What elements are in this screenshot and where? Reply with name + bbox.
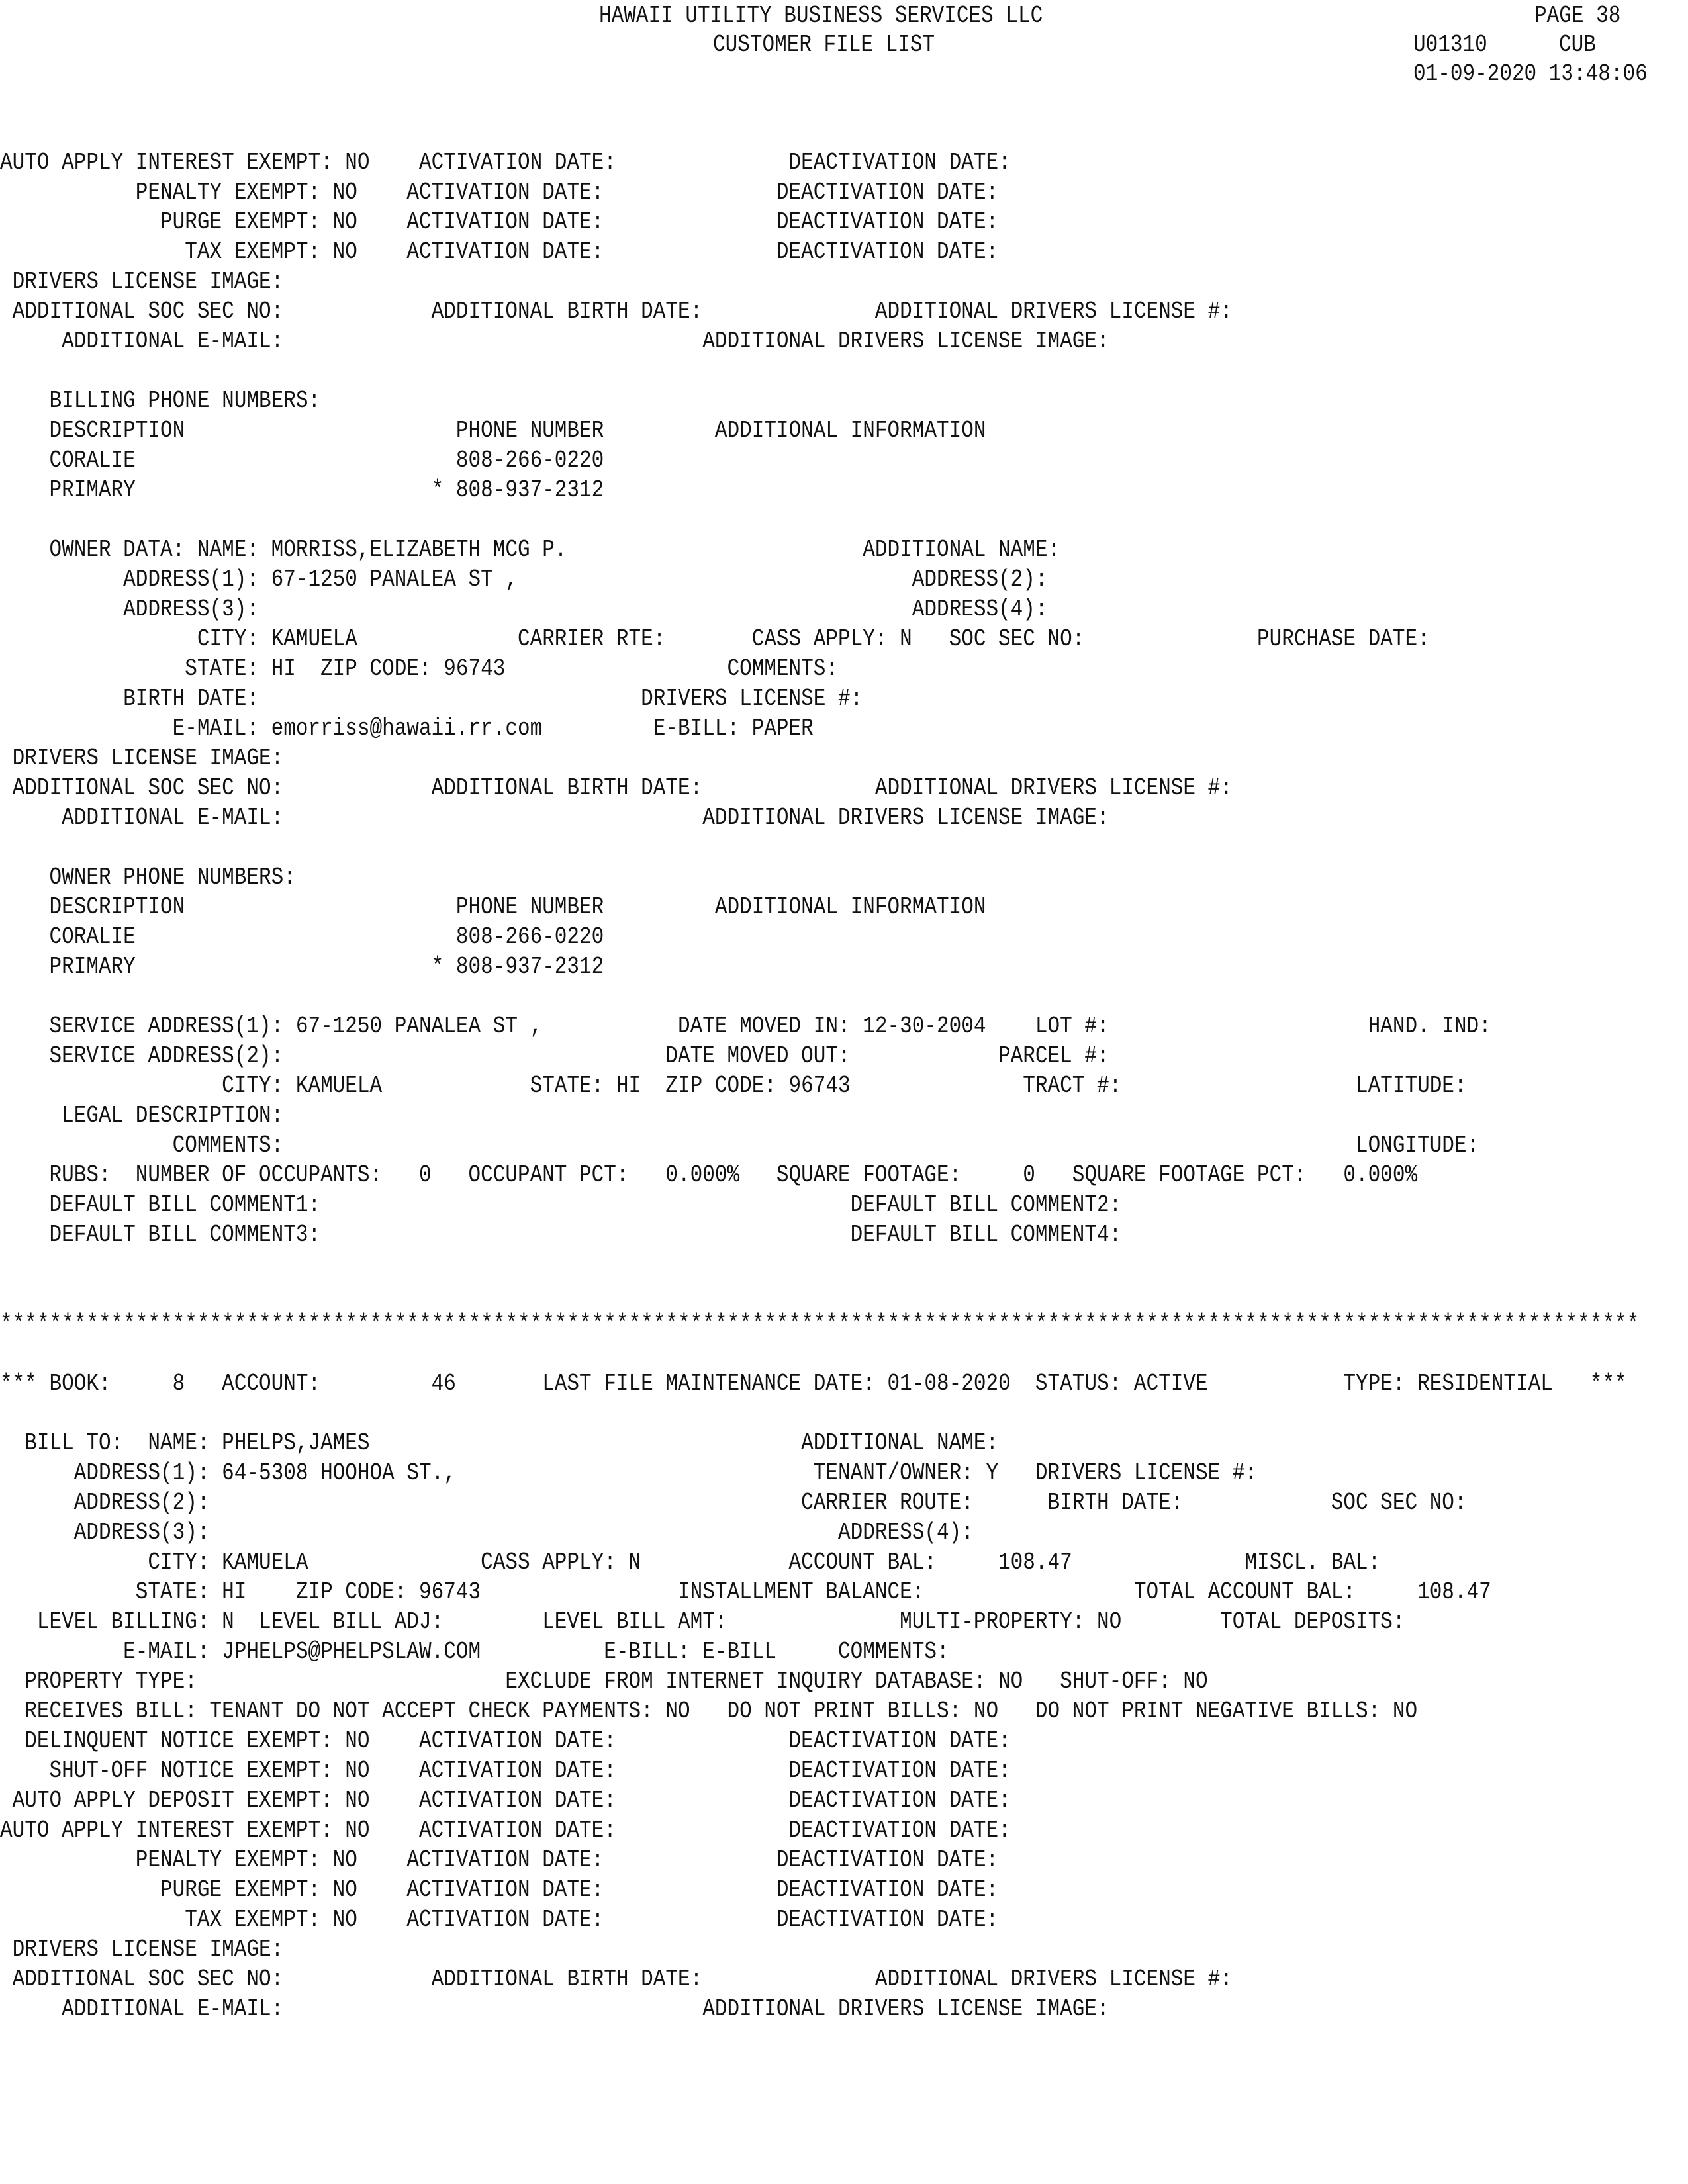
report-line: CITY: KAMUELA CASS APPLY: N ACCOUNT BAL: 108.47 MISCL. BAL: [0, 1549, 1381, 1576]
report-line: CITY: KAMUELA CARRIER RTE: CASS APPLY: N SOC SEC NO: PURCHASE DATE: [0, 625, 1430, 653]
report-line: E-MAIL: emorriss@hawaii.rr.com E-BILL: PAPER [0, 715, 814, 742]
report-line: ADDITIONAL SOC SEC NO: ADDITIONAL BIRTH DATE: ADDITIONAL DRIVERS LICENSE #: [0, 1966, 1233, 1993]
report-line: ADDITIONAL SOC SEC NO: ADDITIONAL BIRTH DATE: ADDITIONAL DRIVERS LICENSE #: [0, 298, 1233, 325]
report-line: E-MAIL: JPHELPS@PHELPSLAW.COM E-BILL: E-BILL COMMENTS: [0, 1638, 949, 1665]
report-line: SHUT-OFF NOTICE EXEMPT: NO ACTIVATION DATE: DEACTIVATION DATE: [0, 1757, 1011, 1784]
report-line: STATE: HI ZIP CODE: 96743 COMMENTS: [0, 655, 839, 682]
report-line: CORALIE 808-266-0220 [0, 447, 604, 474]
report-company-name: HAWAII UTILITY BUSINESS SERVICES LLC [599, 2, 1043, 29]
report-line: BILL TO: NAME: PHELPS,JAMES ADDITIONAL NAME: [0, 1430, 999, 1457]
report-line: RUBS: NUMBER OF OCCUPANTS: 0 OCCUPANT PCT: 0.000% SQUARE FOOTAGE: 0 SQUARE FOOTAGE PCT: 0.000% [0, 1161, 1418, 1189]
report-line: PENALTY EXEMPT: NO ACTIVATION DATE: DEACTIVATION DATE: [0, 1846, 999, 1874]
report-line: ADDITIONAL SOC SEC NO: ADDITIONAL BIRTH DATE: ADDITIONAL DRIVERS LICENSE #: [0, 774, 1233, 801]
report-run-datetime: 01-09-2020 13:48:06 [1413, 60, 1648, 87]
page-number: PAGE 38 [1534, 2, 1621, 29]
report-line: BILLING PHONE NUMBERS: [0, 387, 321, 414]
report-line: OWNER DATA: NAME: MORRISS,ELIZABETH MCG P. ADDITIONAL NAME: [0, 536, 1060, 563]
report-line: PENALTY EXEMPT: NO ACTIVATION DATE: DEACTIVATION DATE: [0, 179, 999, 206]
report-line: ADDRESS(3): ADDRESS(4): [0, 1519, 974, 1546]
report-line: DRIVERS LICENSE IMAGE: [0, 1936, 284, 1963]
report-line: ************************************************************************************************************************************* [0, 1310, 1640, 1338]
report-id: U01310 [1413, 31, 1487, 58]
report-line: ADDRESS(2): CARRIER ROUTE: BIRTH DATE: SOC SEC NO: [0, 1489, 1467, 1516]
report-line: AUTO APPLY INTEREST EXEMPT: NO ACTIVATION DATE: DEACTIVATION DATE: [0, 1817, 1011, 1844]
report-line: DEFAULT BILL COMMENT1: DEFAULT BILL COMMENT2: [0, 1191, 1122, 1218]
report-line: STATE: HI ZIP CODE: 96743 INSTALLMENT BALANCE: TOTAL ACCOUNT BAL: 108.47 [0, 1578, 1491, 1606]
report-line: CITY: KAMUELA STATE: HI ZIP CODE: 96743 TRACT #: LATITUDE: [0, 1072, 1467, 1099]
report-line: ADDITIONAL E-MAIL: ADDITIONAL DRIVERS LICENSE IMAGE: [0, 328, 1109, 355]
report-line: DEFAULT BILL COMMENT3: DEFAULT BILL COMMENT4: [0, 1221, 1122, 1248]
report-line: DRIVERS LICENSE IMAGE: [0, 268, 284, 295]
report-line: DELINQUENT NOTICE EXEMPT: NO ACTIVATION DATE: DEACTIVATION DATE: [0, 1727, 1011, 1754]
report-line: SERVICE ADDRESS(2): DATE MOVED OUT: PARCEL #: [0, 1042, 1109, 1069]
report-line: PRIMARY * 808-937-2312 [0, 477, 604, 504]
report-line: PROPERTY TYPE: EXCLUDE FROM INTERNET INQUIRY DATABASE: NO SHUT-OFF: NO [0, 1668, 1208, 1695]
report-line: AUTO APPLY DEPOSIT EXEMPT: NO ACTIVATION DATE: DEACTIVATION DATE: [0, 1787, 1011, 1814]
report-line: *** BOOK: 8 ACCOUNT: 46 LAST FILE MAINTENANCE DATE: 01-08-2020 STATUS: ACTIVE TYPE: RESIDENTIAL *** [0, 1370, 1627, 1397]
report-line: ADDITIONAL E-MAIL: ADDITIONAL DRIVERS LICENSE IMAGE: [0, 804, 1109, 831]
report-line: RECEIVES BILL: TENANT DO NOT ACCEPT CHECK PAYMENTS: NO DO NOT PRINT BILLS: NO DO NOT PRINT NEGATIVE BILLS: NO [0, 1698, 1418, 1725]
report-line: ADDRESS(1): 64-5308 HOOHOA ST., TENANT/OWNER: Y DRIVERS LICENSE #: [0, 1459, 1258, 1486]
report-line: ADDITIONAL E-MAIL: ADDITIONAL DRIVERS LICENSE IMAGE: [0, 1995, 1109, 2023]
report-line: AUTO APPLY INTEREST EXEMPT: NO ACTIVATION DATE: DEACTIVATION DATE: [0, 149, 1011, 176]
report-line: TAX EXEMPT: NO ACTIVATION DATE: DEACTIVATION DATE: [0, 1906, 999, 1933]
report-line: SERVICE ADDRESS(1): 67-1250 PANALEA ST , DATE MOVED IN: 12-30-2004 LOT #: HAND. IND: [0, 1013, 1491, 1040]
report-line: LEGAL DESCRIPTION: [0, 1102, 284, 1129]
report-line: DESCRIPTION PHONE NUMBER ADDITIONAL INFORMATION [0, 417, 986, 444]
report-line: DESCRIPTION PHONE NUMBER ADDITIONAL INFORMATION [0, 893, 986, 921]
report-line: TAX EXEMPT: NO ACTIVATION DATE: DEACTIVATION DATE: [0, 238, 999, 265]
report-line: ADDRESS(1): 67-1250 PANALEA ST , ADDRESS(2): [0, 566, 1048, 593]
report-line: PURGE EXEMPT: NO ACTIVATION DATE: DEACTIVATION DATE: [0, 208, 999, 236]
report-line: OWNER PHONE NUMBERS: [0, 864, 296, 891]
report-line: ADDRESS(3): ADDRESS(4): [0, 596, 1048, 623]
report-module: CUB [1559, 31, 1596, 58]
report-line: LEVEL BILLING: N LEVEL BILL ADJ: LEVEL BILL AMT: MULTI-PROPERTY: NO TOTAL DEPOSITS: [0, 1608, 1405, 1635]
report-line: PURGE EXEMPT: NO ACTIVATION DATE: DEACTIVATION DATE: [0, 1876, 999, 1903]
report-line: COMMENTS: LONGITUDE: [0, 1132, 1479, 1159]
report-line: BIRTH DATE: DRIVERS LICENSE #: [0, 685, 863, 712]
report-line: CORALIE 808-266-0220 [0, 923, 604, 950]
report-line: DRIVERS LICENSE IMAGE: [0, 745, 284, 772]
report-title: CUSTOMER FILE LIST [713, 31, 935, 58]
report-line: PRIMARY * 808-937-2312 [0, 953, 604, 980]
